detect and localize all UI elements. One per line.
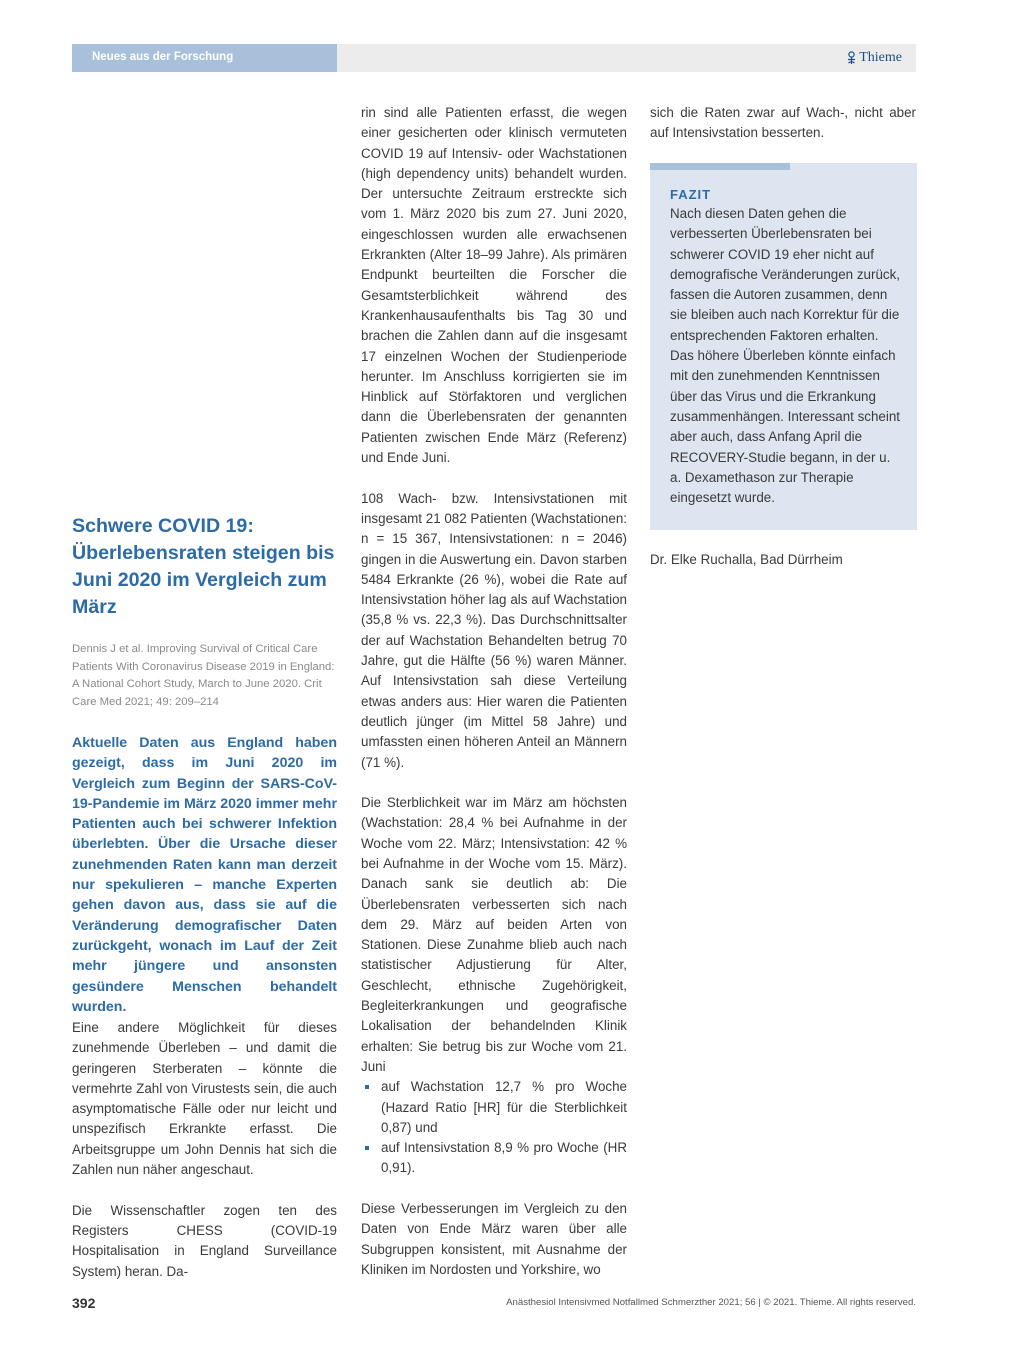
logo-text: Thieme xyxy=(859,50,902,65)
list-item: auf Wachstation 12,7 % pro Woche (Hazard Ratio [HR] für die Sterblichkeit 0,87) und xyxy=(361,1077,627,1138)
body-paragraph: Die Sterblichkeit war im März am höchsten (Wachstation: 28,4 % bei Aufnahme in der Woche vom 22. März; Intensivstation: 42 % bei Aufnahme in der Woche vom 15. März). Danach sank sie deutlich ab: Die Überlebensraten verbesserten sich nach dem 29. März auf beiden Arten von Stationen. Diese Zunahme blieb auch nach statistischer Adjustierung für Alter, Geschlecht, ethnische Zugehörigkeit, Begleiterkrankungen und geografische Lokalisation der behandelnden Klinik erhalten: Sie betrug bis zur Woche vom 21. Juni xyxy=(361,795,627,1074)
column-2 xyxy=(361,103,627,1277)
fazit-box xyxy=(650,163,917,530)
fazit-text: Nach diesen Daten gehen die verbesserten Überlebensraten bei schwerer COVID 19 eher nicht auf demografische Veränderungen zurück, fassen die Autoren zusammen, denn sie bleiben auch nach Korrektur für die entsprechenden Faktoren erhalten. Das höhere Überleben könnte einfach mit den zunehmenden Kenntnissen über das Virus und die Erkrankung zusammenhängen. Interessant scheint aber auch, dass Anfang April die RECOVERY-Studie begann, in der u. a. Dexamethason zur Therapie eingesetzt wurde. xyxy=(670,206,901,506)
body-paragraph-continued: sich die Raten zwar auf Wach-, nicht aber auf Intensivstation besserten. xyxy=(650,105,916,141)
page-number: 392 xyxy=(72,1295,96,1311)
article-author: Dr. Elke Ruchalla, Bad Dürrheim xyxy=(650,552,843,567)
body-paragraph: Die Wissenschaftler zogen ten des Registers CHESS (COVID-19 Hospitalisation in England Surveillance System) heran. Da- xyxy=(72,1202,337,1279)
article-lead: Aktuelle Daten aus England haben gezeigt, dass im Juni 2020 im Vergleich zum Beginn der SARS-CoV-19-Pandemie im März 2020 immer mehr Patienten auch bei schwerer Infektion überlebten. Über die Ursache dieser zunehmenden Raten kann man derzeit nur spekulieren – manche Experten gehen davon aus, dass sie auf die Veränderung demografischer Daten zurückgeht, wonach im Lauf der Zeit mehr jüngere und ansonsten gesündere Menschen behandelt wurden. xyxy=(72,735,337,1015)
column-2-flow xyxy=(361,103,627,1280)
column-3-flow xyxy=(650,103,916,144)
journal-citation: Anästhesiol Intensivmed Notfallmed Schmerzther 2021; 56 | © 2021. Thieme. All rights reserved. xyxy=(506,1297,916,1308)
publisher-logo xyxy=(846,50,902,66)
body-paragraph: Diese Verbesserungen im Vergleich zu den Daten von Ende März waren über alle Subgruppen konsistent, mit Ausnahme der Kliniken im Nordosten und Yorkshire, wo xyxy=(361,1201,627,1277)
body-paragraph: 108 Wach- bzw. Intensivstationen mit insgesamt 21 082 Patienten (Wachstationen: n = 15 367, Intensivstationen: n = 2046) gingen in die Auswertung ein. Davon starben 5484 Erkrankte (26 %), wobei die Rate auf Intensivstation höher lag als auf Wachstation (35,8 % vs. 22,3 %). Das Durchschnittsalter der auf Wachstation Behandelten betrug 70 Jahre, gut die Hälfte (56 %) waren Männer. Auf Intensivstation sah diese Verteilung etwas anders aus: Hier waren die Patienten deutlich jünger (im Mittel 58 Jahre) und umfassten einen höheren Anteil an Männern (71 %). xyxy=(361,490,627,770)
results-list xyxy=(361,1077,627,1178)
header-bar xyxy=(337,44,916,72)
thieme-icon xyxy=(846,51,857,65)
section-header xyxy=(72,44,337,72)
fazit-accent-bar xyxy=(650,163,790,170)
article-citation: Dennis J et al. Improving Survival of Critical Care Patients With Coronavirus Disease 2019 in England: A National Cohort Study, March to June 2020. Crit Care Med 2021; 49: 209–214 xyxy=(72,643,335,708)
column-1-body xyxy=(72,1018,337,1282)
body-paragraph: Eine andere Möglichkeit für dieses zunehmende Überleben – und damit die geringeren Sterberaten – könnte die vermehrte Zahl von Virustests sein, die auch asymptomatische Fälle oder nur leicht und unspezifisch Erkrankte erfasst. Die Arbeitsgruppe um John Dennis hat sich die Zahlen nun näher angeschaut. xyxy=(72,1020,337,1178)
column-3-top xyxy=(650,103,916,144)
article-title: Schwere COVID 19: Überlebensraten steigen bis Juni 2020 im Vergleich zum März xyxy=(72,515,335,618)
fazit-heading: FAZIT xyxy=(670,187,712,202)
list-item: auf Intensivstation 8,9 % pro Woche (HR 0,91). xyxy=(361,1138,627,1179)
body-paragraph-continued: rin sind alle Patienten erfasst, die wegen einer gesicherten oder klinisch vermuteten COVID 19 auf Intensiv- oder Wachstationen (high dependency units) behandelt wurden. Der untersuchte Zeitraum erstreckte sich vom 1. März 2020 bis zum 27. Juni 2020, eingeschlossen wurden alle erwachsenen Erkrankten (Alter 18–99 Jahre). Als primären Endpunkt beurteilten die Forscher die Gesamtsterblichkeit während des Krankenhausaufenthalts bis Tag 30 und brachen die Zahlen dann auf die insgesamt 17 einzelnen Wochen der Studienperiode herunter. Im Anschluss korrigierten sie im Hinblick auf Störfaktoren und verglichen dann die Überlebensraten der genannten Patienten zwischen Ende März (Referenz) und Ende Juni. xyxy=(361,105,627,466)
section-label: Neues aus der Forschung xyxy=(92,51,234,63)
